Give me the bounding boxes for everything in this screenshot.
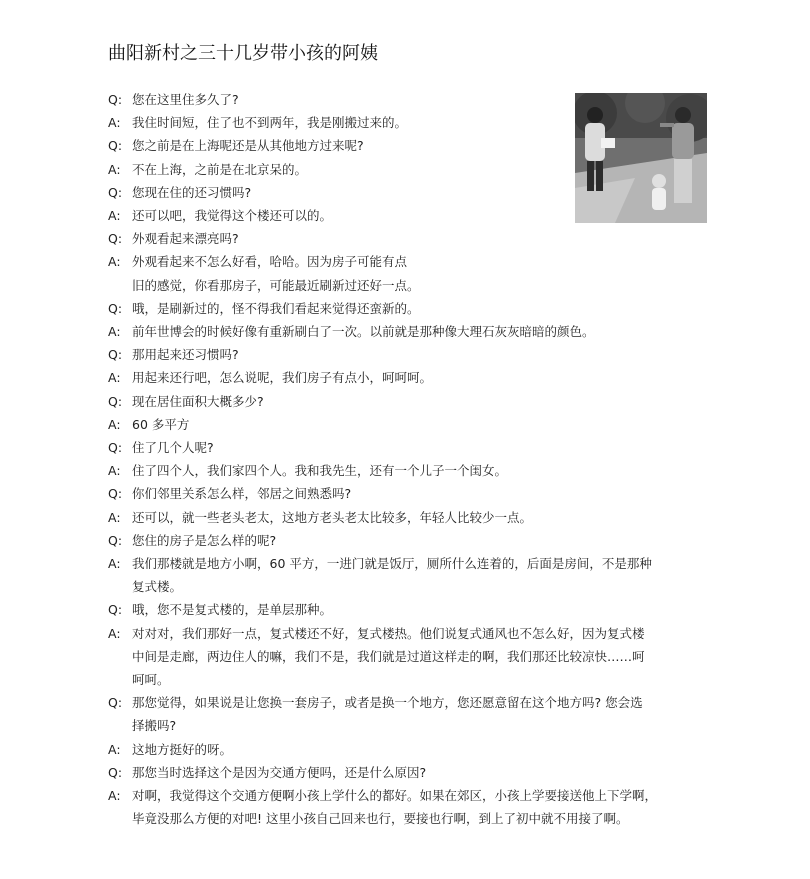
qa-tag: A:	[108, 115, 121, 131]
qa-text: 还可以，就一些老头老太，这地方老头老太比较多，年轻人比较少一点。	[132, 509, 533, 525]
qa-tag: Q:	[108, 92, 123, 107]
qa-text: 那您当时选择这个是因为交通方便吗，还是什么原因?	[132, 764, 427, 780]
qa-tag: A:	[108, 788, 121, 804]
qa-text: 60 多平方	[132, 416, 190, 432]
answer-item	[108, 784, 708, 830]
qa-text: 还可以吧，我觉得这个楼还可以的。	[132, 208, 333, 224]
question-item	[108, 343, 708, 366]
answer-item	[108, 459, 708, 482]
qa-tag: Q:	[108, 695, 123, 711]
qa-text: 住了几个人呢?	[132, 440, 214, 456]
qa-tag: A:	[108, 741, 121, 757]
answer-item	[108, 622, 708, 692]
qa-text: 这地方挺好的呀。	[132, 741, 233, 757]
qa-tag: Q:	[108, 184, 123, 200]
question-item	[108, 436, 708, 459]
qa-text: 外观看起来漂亮吗?	[132, 231, 239, 247]
question-item	[108, 181, 708, 204]
qa-text: 前年世博会的时候好像有重新刷白了一次。以前就是那种像大理石灰灰暗暗的颜色。	[132, 324, 595, 340]
qa-tag: Q:	[108, 393, 123, 409]
qa-tag: Q:	[108, 347, 123, 363]
qa-text: 那用起来还习惯吗?	[132, 347, 239, 363]
qa-tag: Q:	[108, 486, 123, 502]
answer-item	[108, 366, 708, 389]
qa-list	[108, 88, 708, 831]
question-item	[108, 529, 708, 552]
qa-tag: Q:	[108, 440, 123, 456]
question-item	[108, 761, 708, 784]
qa-tag: A:	[108, 556, 121, 572]
qa-tag: A:	[108, 161, 121, 177]
qa-tag: Q:	[108, 532, 123, 548]
qa-text: 哦，您不是复式楼的，是单层那种。	[132, 602, 333, 618]
qa-text: 我们那楼就是地方小啊，60 平方，一进门就是饭厅，厕所什么连着的，后面是房间，不是那种 复式楼。	[132, 556, 652, 595]
answer-item	[108, 320, 708, 343]
qa-tag: A:	[108, 463, 121, 479]
qa-tag: Q:	[108, 138, 123, 154]
qa-tag: Q:	[108, 764, 123, 780]
qa-tag: A:	[108, 370, 121, 386]
qa-text: 对啊，我觉得这个交通方便啊小孩上学什么的都好。如果在郊区，小孩上学要接送他上下学啊， 毕竟没那么方便的对吧! 这里小孩自己回来也行，要接也行啊，到上了初中就不用接了啊。	[132, 788, 658, 827]
qa-tag: A:	[108, 324, 121, 340]
qa-text: 您现在住的还习惯吗?	[132, 184, 252, 200]
qa-text: 住了四个人，我们家四个人。我和我先生，还有一个儿子一个闺女。	[132, 463, 508, 479]
answer-item	[108, 250, 708, 296]
qa-text: 您在这里住多久了?	[132, 92, 239, 107]
qa-tag: A:	[108, 509, 121, 525]
qa-tag: Q:	[108, 300, 123, 316]
question-item	[108, 134, 708, 157]
answer-item	[108, 413, 708, 436]
answer-item	[108, 111, 708, 134]
qa-tag: A:	[108, 208, 121, 224]
qa-tag: Q:	[108, 231, 123, 247]
qa-text: 哦，是刷新过的，怪不得我们看起来觉得还蛮新的。	[132, 300, 420, 316]
question-item	[108, 482, 708, 505]
answer-item	[108, 506, 708, 529]
question-item	[108, 227, 708, 250]
qa-text: 那您觉得，如果说是让您换一套房子，或者是换一个地方，您还愿意留在这个地方吗? 您会选 择搬吗?	[132, 695, 643, 734]
question-item	[108, 88, 708, 111]
article-title: 曲阳新村之三十几岁带小孩的阿姨	[108, 43, 378, 64]
qa-text: 用起来还行吧，怎么说呢，我们房子有点小，呵呵呵。	[132, 370, 433, 386]
qa-text: 外观看起来不怎么好看，哈哈。因为房子可能有点 旧的感觉，你看那房子，可能最近刷新过还好一点。	[132, 254, 420, 293]
answer-item	[108, 552, 708, 598]
qa-tag: Q:	[108, 602, 123, 618]
qa-text: 对对对，我们那好一点，复式楼还不好，复式楼热。他们说复式通风也不怎么好，因为复式楼 中间是走廊，两边住人的嘛，我们不是，我们就是过道这样走的啊，我们那还比较凉快……呵 呵呵。	[132, 625, 645, 688]
qa-text: 你们邻里关系怎么样，邻居之间熟悉吗?	[132, 486, 352, 502]
question-item	[108, 598, 708, 621]
question-item	[108, 297, 708, 320]
qa-text: 您住的房子是怎么样的呢?	[132, 532, 277, 548]
qa-tag: A:	[108, 254, 121, 270]
qa-tag: A:	[108, 416, 121, 432]
qa-text: 现在居住面积大概多少?	[132, 393, 264, 409]
answer-item	[108, 158, 708, 181]
qa-tag: A:	[108, 625, 121, 641]
question-item	[108, 390, 708, 413]
question-item	[108, 691, 708, 737]
qa-text: 您之前是在上海呢还是从其他地方过来呢?	[132, 138, 364, 154]
qa-text: 我住时间短，住了也不到两年，我是刚搬过来的。	[132, 115, 408, 131]
answer-item	[108, 204, 708, 227]
qa-text: 不在上海，之前是在北京呆的。	[132, 161, 308, 177]
answer-item	[108, 738, 708, 761]
